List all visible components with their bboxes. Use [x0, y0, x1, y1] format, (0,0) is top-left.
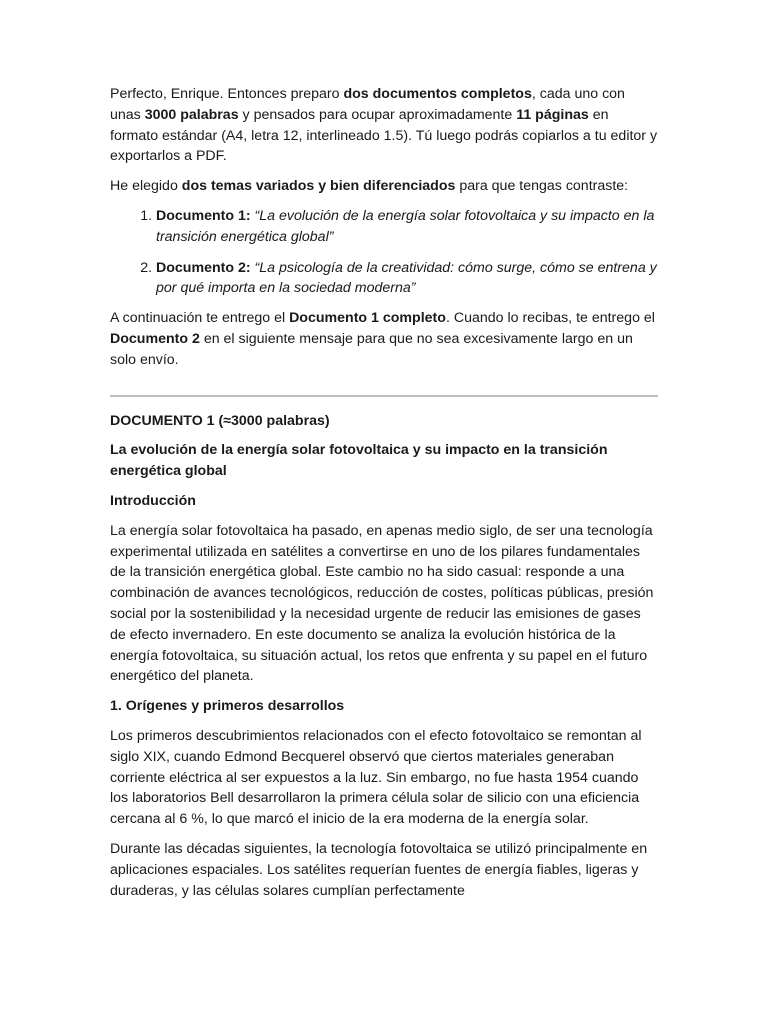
bold-text: 11 páginas: [516, 106, 589, 123]
document-title: La evolución de la energía solar fotovoltaica y su impacto en la transición energética global: [110, 442, 608, 480]
bold-text: Documento 1 completo: [289, 310, 446, 327]
document-list: [110, 206, 658, 299]
list-item-label: Documento 1:: [156, 207, 251, 224]
section-heading: 1. Orígenes y primeros desarrollos: [110, 698, 345, 715]
body-paragraph: La energía solar fotovoltaica ha pasado, en apenas medio siglo, de ser una tecnología experimental utilizada en satélites a convertirse en uno de los pilares fundamentales de la transición energética global. Este cambio no ha sido casual: responde a una combinación de avances tecnológicos, reducción de costes, políticas públicas, presión social por la sostenibilidad y la necesidad urgente de reducir las emisiones de gases de efecto invernadero. En este documento se analiza la evolución histórica de la energía fotovoltaica, su situación actual, los retos que enfrenta y su papel en el futuro energético del planeta.: [110, 522, 654, 685]
list-item-title: “La psicología de la creatividad: cómo surge, cómo se entrena y por qué importa en la sociedad moderna”: [156, 259, 657, 297]
bold-text: 3000 palabras: [144, 106, 239, 123]
bold-text: dos temas variados y bien diferenciados: [181, 178, 456, 195]
section-divider: [110, 395, 658, 397]
list-item: [156, 206, 658, 248]
intro-paragraph-1: Perfecto, Enrique. Entonces preparo dos documentos completos, cada uno con unas 3000 palabras y pensados para ocupar aproximadamente 11 páginas en formato estándar (A4, letra 12, interlineado 1.5). Tú luego podrás copiarlos a tu editor y exportarlos a PDF.: [110, 86, 658, 165]
section-heading: Introducción: [110, 492, 196, 509]
bold-text: dos documentos completos: [343, 86, 532, 102]
body-paragraph: Durante las décadas siguientes, la tecnología fotovoltaica se utilizó principalmente en aplicaciones espaciales. Los satélites requerían fuentes de energía fiables, ligeras y duraderas, y las células solares cumplían perfectamente: [110, 840, 648, 899]
bold-text: Documento 2: [110, 330, 200, 347]
intro-paragraph-2: He elegido dos temas variados y bien diferenciados para que tengas contraste:: [110, 178, 629, 195]
document-page: [110, 84, 658, 910]
document-header: DOCUMENTO 1 (≈3000 palabras): [110, 412, 330, 429]
body-paragraph: Los primeros descubrimientos relacionados con el efecto fotovoltaico se remontan al siglo XIX, cuando Edmond Becquerel observó que ciertos materiales generaban corriente eléctrica al ser expuestos a la luz. Sin embargo, no fue hasta 1954 cuando los laboratorios Bell desarrollaron la primera célula solar de silicio con una eficiencia cercana al 6 %, lo que marcó el inicio de la era moderna de la energía solar.: [110, 727, 642, 828]
intro-paragraph-3: A continuación te entrego el Documento 1 completo. Cuando lo recibas, te entrego el Documento 2 en el siguiente mensaje para que no sea excesivamente largo en un solo envío.: [110, 310, 655, 368]
list-item-label: Documento 2:: [156, 259, 251, 276]
list-item-title: “La evolución de la energía solar fotovoltaica y su impacto en la transición energética global”: [156, 207, 655, 245]
list-item: [156, 258, 658, 300]
